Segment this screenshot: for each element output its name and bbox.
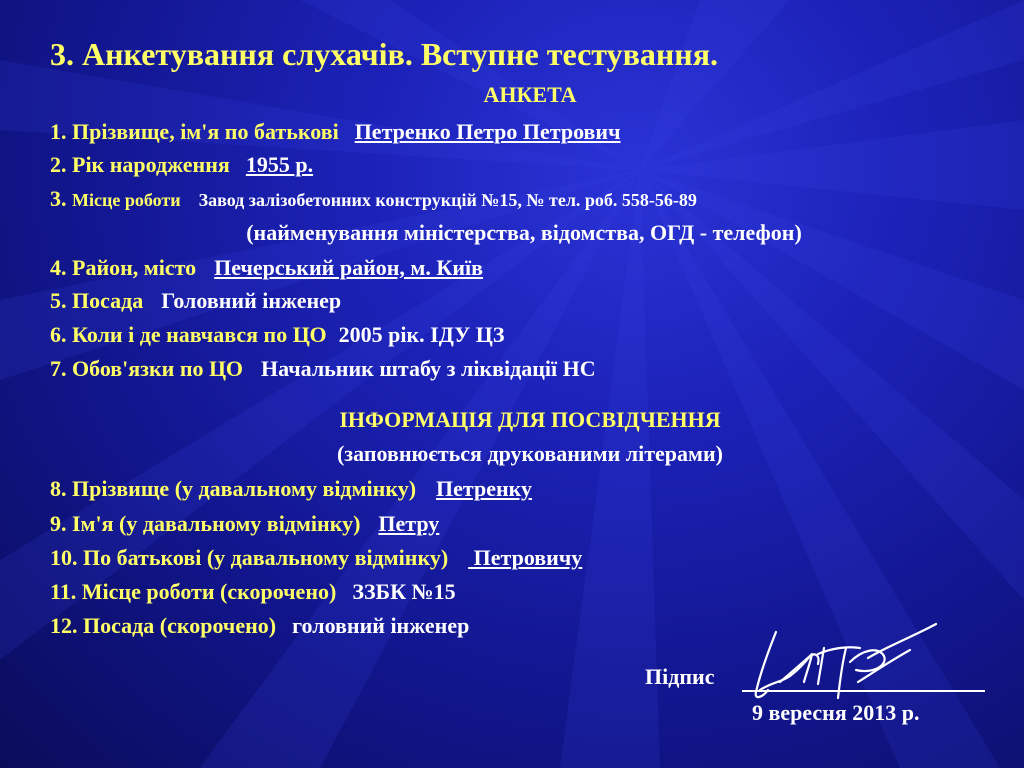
handwritten-signature [738, 612, 958, 712]
field-note: (найменування міністерства, відомства, ОГД - телефон) [246, 220, 802, 245]
field-row-district [50, 255, 483, 281]
field-row-position [50, 288, 341, 314]
field-value: Печерський район, м. Київ [214, 255, 484, 280]
field-row-patronymic-dative [50, 545, 582, 571]
info-note: (заповнюється друкованими літерами) [336, 441, 724, 466]
field-value: Петру [378, 511, 440, 536]
page-title: 3. Анкетування слухачів. Вступне тестування. [50, 36, 719, 72]
field-value: 2005 рік. ІДУ ЦЗ [338, 322, 505, 347]
field-row-civil-defense-duties [50, 356, 596, 382]
field-value: Головний інженер [161, 288, 342, 313]
field-row-surname-dative [50, 476, 532, 502]
field-value: Начальник штабу з ліквідації НС [260, 356, 596, 381]
field-value: Петренку [436, 476, 533, 501]
field-label: 6. Коли і де навчався по ЦО [50, 322, 327, 347]
field-value: Завод залізобетонних конструкцій №15, № тел. роб. 558-56-89 [198, 190, 697, 210]
field-value: Петровичу [468, 545, 583, 570]
field-row-name-dative [50, 511, 439, 537]
field-label: 5. Посада [50, 288, 144, 313]
field-label: 9. Ім'я (у давальному відмінку) [50, 511, 361, 536]
field-label: 12. Посада (скорочено) [50, 613, 277, 638]
field-label: 2. Рік народження [50, 152, 230, 177]
field-number: 3. [50, 186, 67, 211]
form-heading: АНКЕТА [483, 82, 577, 107]
field-row-workplace [50, 186, 697, 213]
field-label: 7. Обов'язки по ЦО [50, 356, 243, 381]
field-label: 8. Прізвище (у давальному відмінку) [50, 476, 417, 501]
field-row-civil-defense-training [50, 322, 505, 348]
field-value: головний інженер [292, 613, 470, 638]
field-label: 11. Місце роботи (скорочено) [50, 579, 337, 604]
field-row-workplace-short [50, 579, 456, 605]
signature-label: Підпис [645, 664, 715, 689]
field-row-position-short [50, 613, 469, 639]
field-label: 4. Район, місто [50, 255, 197, 280]
info-heading: ІНФОРМАЦІЯ ДЛЯ ПОСВІДЧЕННЯ [339, 407, 721, 432]
signature-date: 9 вересня 2013 р. [752, 700, 920, 725]
field-row-name [50, 119, 621, 145]
field-value: 1955 р. [245, 152, 314, 177]
field-value: ЗЗБК №15 [352, 579, 456, 604]
field-row-birth-year [50, 152, 313, 178]
field-label: 1. Прізвище, ім'я по батькові [50, 119, 339, 144]
field-value: Петренко Петро Петрович [354, 119, 621, 144]
field-label: Місце роботи [72, 190, 181, 210]
field-label: 10. По батькові (у давальному відмінку) [50, 545, 449, 570]
